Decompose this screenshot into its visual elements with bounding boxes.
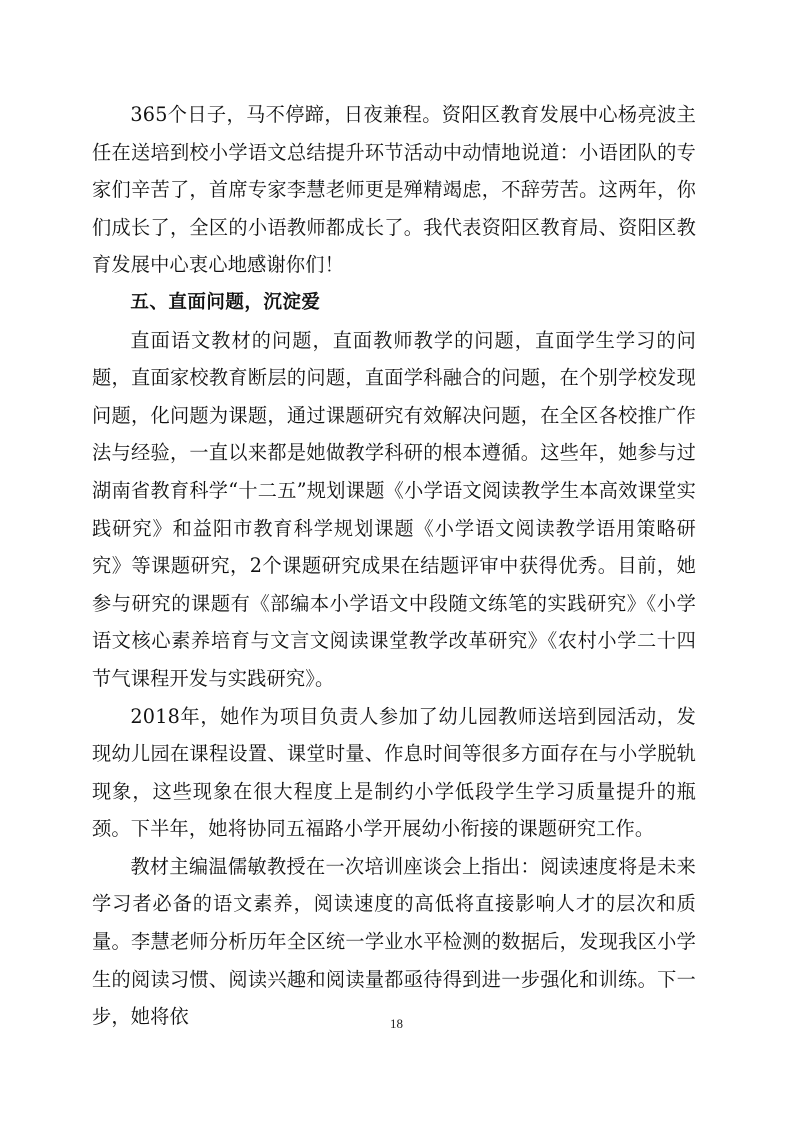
paragraph-2: 直面语文教材的问题，直面教师教学的问题，直面学生学习的问题，直面家校教育断层的问题，直面学科融合的问题，在个别学校发现问题，化问题为课题，通过课题研究有效解决问题，在全区各校推广作法与经验，一直以来都是她做教学科研的根本遵循。这些年，她参与过湖南省教育科学“十二五”规划课题《小学语文阅读教学生本高效课堂实践研究》和益阳市教育科学规划课题《小学语文阅读教学语用策略研究》等课题研究，2个课题研究成果在结题评审中获得优秀。目前，她参与研究的课题有《部编本小学语文中段随文练笔的实践研究》《小学语文核心素养培育与文言文阅读课堂教学改革研究》《农村小学二十四节气课程开发与实践研究》。: [92, 328, 696, 690]
paragraph-3: 2018年，她作为项目负责人参加了幼儿园教师送培到园活动，发现幼儿园在课程设置、课堂时量、作息时间等很多方面存在与小学脱轨现象，这些现象在很大程度上是制约小学低段学生学习质量提升的瓶颈。下半年，她将协同五福路小学开展幼小衔接的课题研究工作。: [92, 704, 696, 841]
section-heading: 五、直面问题，沉淀爱: [130, 291, 321, 313]
paragraph-1: 365个日子，马不停蹄，日夜兼程。资阳区教育发展中心杨亮波主任在送培到校小学语文总结提升环节活动中动情地说道：小语团队的专家们辛苦了，首席专家李慧老师更是殚精竭虑，不辞劳苦。这两年，你们成长了，全区的小语教师都成长了。我代表资阳区教育局、资阳区教育发展中心衷心地感谢你们！: [92, 103, 696, 277]
page-number: 18: [390, 1016, 403, 1031]
document-body: [92, 96, 696, 1036]
paragraph-4: 教材主编温儒敏教授在一次培训座谈会上指出：阅读速度将是未来学习者必备的语文素养，阅读速度的高低将直接影响人才的层次和质量。李慧老师分析历年全区统一学业水平检测的数据后，发现我区小学生的阅读习惯、阅读兴趣和阅读量都亟待得到进一步强化和训练。下一步，她将依: [92, 854, 696, 1029]
